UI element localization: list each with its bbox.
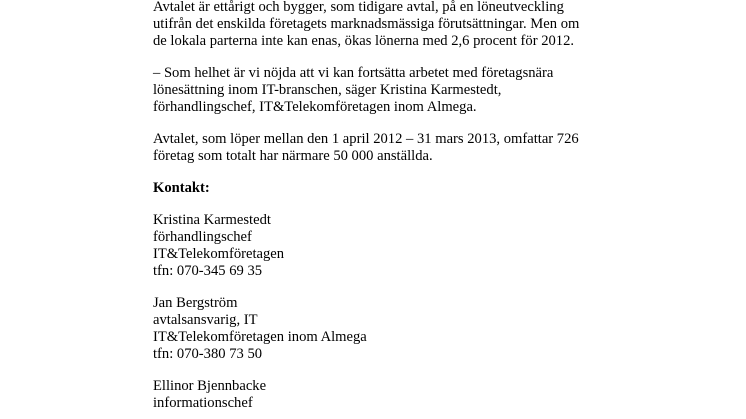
text-line: utifrån det enskilda företagets marknadsmässiga förutsättningar. Men om bbox=[153, 16, 580, 32]
paragraph-quote bbox=[153, 65, 623, 116]
contact-org: IT&Telekomföretagen inom Almega bbox=[153, 329, 367, 345]
text-line: företag som totalt har närmare 50 000 anställda. bbox=[153, 148, 433, 164]
contact-title: informationschef bbox=[153, 395, 253, 411]
contact-block bbox=[153, 378, 623, 412]
contact-phone: tfn: 070-345 69 35 bbox=[153, 263, 263, 279]
contact-heading-text: Kontakt: bbox=[153, 180, 210, 196]
contact-block bbox=[153, 212, 623, 280]
contact-name: Ellinor Bjennbacke bbox=[153, 378, 267, 394]
contact-title: förhandlingschef bbox=[153, 229, 252, 245]
contact-heading bbox=[153, 180, 623, 197]
text-line: Avtalet är ettårigt och bygger, som tidigare avtal, på en löneutveckling bbox=[153, 0, 564, 15]
contact-title: avtalsansvarig, IT bbox=[153, 312, 258, 328]
contact-phone: tfn: 070-380 73 50 bbox=[153, 346, 263, 362]
text-line: de lokala parterna inte kan enas, ökas lönerna med 2,6 procent för 2012. bbox=[153, 33, 575, 49]
document-page bbox=[153, 0, 623, 412]
text-line: – Som helhet är vi nöjda att vi kan fortsätta arbetet med företagsnära bbox=[153, 65, 554, 81]
paragraph-agreement-terms bbox=[153, 0, 623, 50]
contact-block bbox=[153, 295, 623, 363]
contact-name: Jan Bergström bbox=[153, 295, 238, 311]
text-line: förhandlingschef, IT&Telekomföretagen inom Almega. bbox=[153, 99, 477, 115]
contact-org: IT&Telekomföretagen bbox=[153, 246, 285, 262]
contact-name: Kristina Karmestedt bbox=[153, 212, 271, 228]
text-line: lönesättning inom IT-branschen, säger Kristina Karmestedt, bbox=[153, 82, 502, 98]
text-line: Avtalet, som löper mellan den 1 april 2012 – 31 mars 2013, omfattar 726 bbox=[153, 131, 579, 147]
paragraph-agreement-period bbox=[153, 131, 623, 165]
